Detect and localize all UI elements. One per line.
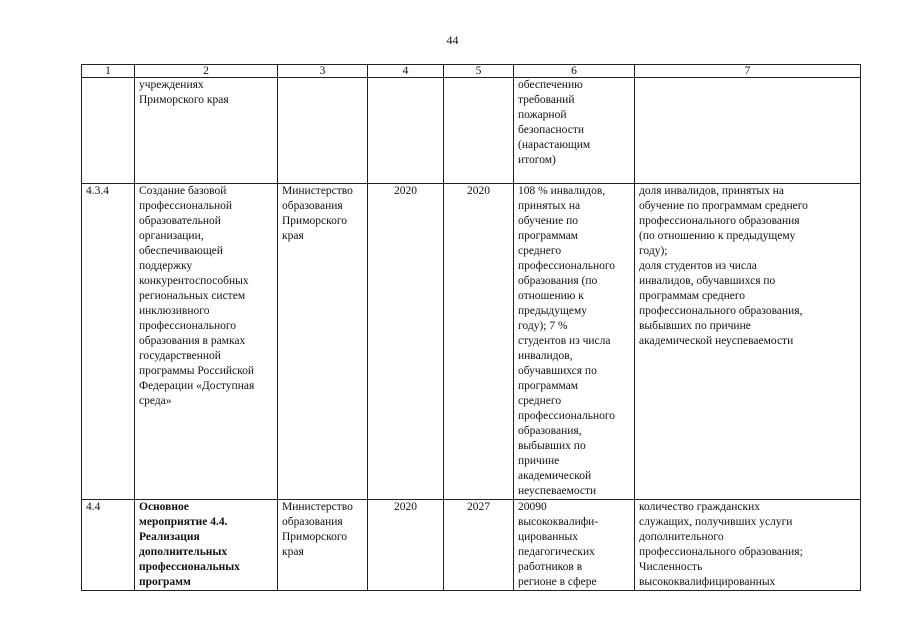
start-year-cell: 2020 xyxy=(368,500,444,591)
responsible-cell: Министерство образования Приморского края xyxy=(278,184,368,500)
activity-name-cell: Создание базовой профессиональной образовательной организации, обеспечивающей поддержку конкурентоспособных региональных систем инклюзивного профессионального образования в рамках государственной программы Российской Федерации «Доступная среда» xyxy=(135,184,278,500)
start-year-cell xyxy=(368,78,444,184)
item-number-cell xyxy=(82,78,135,184)
item-number-cell: 4.3.4 xyxy=(82,184,135,500)
activity-name-cell: учреждениях Приморского края xyxy=(135,78,278,184)
page-number: 44 xyxy=(446,33,459,47)
responsible-cell: Министерство образования Приморского края xyxy=(278,500,368,591)
column-header: 5 xyxy=(444,65,514,78)
item-number-cell: 4.4 xyxy=(82,500,135,591)
column-header: 3 xyxy=(278,65,368,78)
end-year-cell xyxy=(444,78,514,184)
column-header: 7 xyxy=(635,65,861,78)
table-row xyxy=(82,500,861,591)
expected-result-cell: 108 % инвалидов, принятых на обучение по программам среднего профессионального образования (по отношению к предыдущему году); 7 % студентов из числа инвалидов, обучавшихся по программам среднего профессионального образования, выбывших по причине академической неуспеваемости xyxy=(514,184,635,500)
table-header-row xyxy=(82,65,861,78)
column-header: 1 xyxy=(82,65,135,78)
expected-result-cell: 20090 высококвалифи- цированных педагогических работников в регионе в сфере xyxy=(514,500,635,591)
indicator-cell xyxy=(635,78,861,184)
start-year-cell: 2020 xyxy=(368,184,444,500)
column-header: 2 xyxy=(135,65,278,78)
column-header: 4 xyxy=(368,65,444,78)
table-row xyxy=(82,184,861,500)
end-year-cell: 2020 xyxy=(444,184,514,500)
indicator-cell: доля инвалидов, принятых на обучение по программам среднего профессионального образования (по отношению к предыдущему году); доля студентов из числа инвалидов, обучавшихся по программам среднего профессионального образования, выбывших по причине академической неуспеваемости xyxy=(635,184,861,500)
expected-result-cell: обеспечению требований пожарной безопасности (нарастающим итогом) xyxy=(514,78,635,184)
activity-name-cell: Основное мероприятие 4.4. Реализация дополнительных профессиональных программ xyxy=(135,500,278,591)
end-year-cell: 2027 xyxy=(444,500,514,591)
responsible-cell xyxy=(278,78,368,184)
table-row xyxy=(82,78,861,184)
program-table xyxy=(81,64,861,591)
column-header: 6 xyxy=(514,65,635,78)
indicator-cell: количество гражданских служащих, получивших услуги дополнительного профессионального образования; Численность высококвалифицированных xyxy=(635,500,861,591)
